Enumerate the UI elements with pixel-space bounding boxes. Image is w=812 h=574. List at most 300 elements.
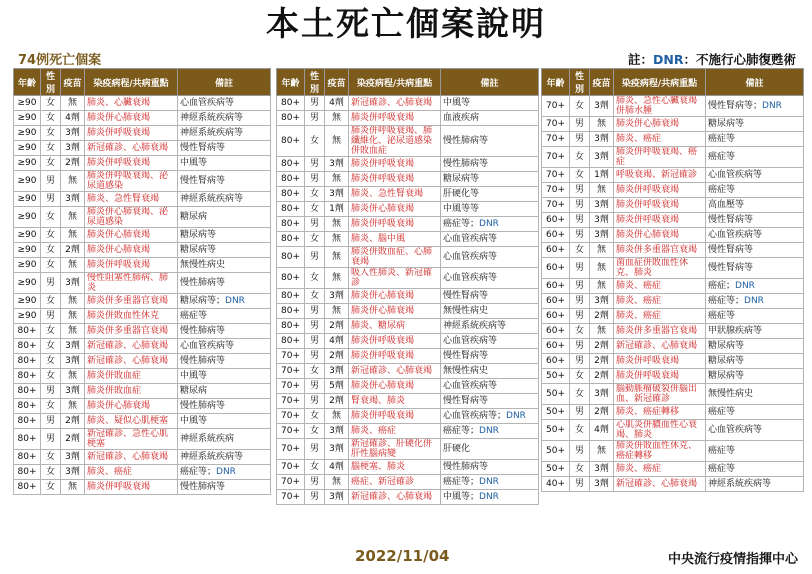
vaccine-cell: 3劑 [61,354,85,369]
table-row [542,309,804,324]
course-cell: 腦動脈瘤破裂併腦出血、新冠確診 [614,384,706,405]
age-cell: 80+ [14,369,41,384]
remarks-text: 血液疾病 [443,113,480,123]
age-cell: ≥90 [14,192,41,207]
remarks-cell [178,369,271,384]
remarks-cell [706,324,804,339]
course-cell: 肺炎、癌症 [614,462,706,477]
report-date: 2022/11/04 [355,547,450,565]
remarks-cell [178,258,271,273]
age-cell: 70+ [542,96,570,117]
remarks-cell [441,202,539,217]
vaccine-cell: 無 [590,117,614,132]
sex-cell: 男 [41,171,61,192]
age-cell: ≥90 [14,273,41,294]
age-cell: 70+ [277,364,305,379]
course-cell: 肺炎併呼吸衰竭 [85,126,178,141]
remarks-text: 高血壓等 [708,200,745,210]
sex-cell: 男 [570,279,590,294]
course-cell: 肺炎併多重器官衰竭 [614,243,706,258]
age-cell: 80+ [277,202,305,217]
remarks-text: 心血管疾病等 [708,230,763,240]
age-cell: ≥90 [14,111,41,126]
table-row [277,126,539,157]
table-row [277,475,539,490]
table-row [277,409,539,424]
vaccine-cell: 4劑 [325,334,349,349]
remarks-text: 心血管疾病等 [443,234,498,244]
remarks-cell [706,441,804,462]
course-cell: 肺炎、疑似心肌梗塞 [85,414,178,429]
remarks-cell [178,480,271,495]
case-count-subtitle: 74例死亡個案 [18,53,102,68]
age-cell: 80+ [277,111,305,126]
sex-cell: 男 [570,354,590,369]
age-cell: 70+ [277,349,305,364]
remarks-text: 神經系統疾病等 [180,128,244,138]
sex-cell: 男 [305,247,325,268]
age-cell: 80+ [277,232,305,247]
header-remarks: 備註 [706,69,804,96]
vaccine-cell: 無 [325,217,349,232]
remarks-text: 慢性肺病等 [180,482,226,492]
remarks-text: 慢性肺病等 [443,136,489,146]
age-cell: 50+ [542,369,570,384]
remarks-cell [178,294,271,309]
header-age: 年齡 [542,69,570,96]
sex-cell: 男 [305,111,325,126]
course-cell: 肺炎併多重器官衰竭 [85,324,178,339]
course-cell: 肺炎、癌症 [614,309,706,324]
remarks-text: 心血管疾病等 [708,170,763,180]
age-cell: 60+ [542,309,570,324]
vaccine-cell: 無 [325,111,349,126]
table-row [277,460,539,475]
header-course: 染疫病程/共病重點 [85,69,178,96]
vaccine-cell: 無 [61,399,85,414]
age-cell: 50+ [542,384,570,405]
table-row [277,490,539,505]
header-age: 年齡 [277,69,305,96]
dnr-tag: DNR [506,411,526,421]
course-cell: 肺炎併呼吸衰竭 [349,334,441,349]
sex-cell: 男 [41,414,61,429]
table-row [277,319,539,334]
vaccine-cell: 無 [325,304,349,319]
table-row [277,247,539,268]
remarks-text: 癌症等； [443,477,480,487]
vaccine-cell: 4劑 [325,460,349,475]
remarks-cell [706,354,804,369]
course-cell: 肺炎併敗血性休克、癌症轉移 [614,441,706,462]
table-row [14,309,271,324]
remarks-cell [178,354,271,369]
table-row [14,399,271,414]
sex-cell: 男 [41,429,61,450]
age-cell: 60+ [542,339,570,354]
sex-cell: 男 [570,258,590,279]
course-cell: 腦梗塞、肺炎 [349,460,441,475]
vaccine-cell: 3劑 [325,157,349,172]
course-cell: 肺炎、急性腎衰竭 [85,192,178,207]
header-course: 染疫病程/共病重點 [349,69,441,96]
remarks-cell [178,96,271,111]
course-cell: 肺炎、腦中風 [349,232,441,247]
vaccine-cell: 2劑 [61,429,85,450]
remarks-cell [178,111,271,126]
remarks-text: 癌症等 [708,185,736,195]
dnr-tag: DNR [225,296,245,306]
age-cell: 70+ [277,394,305,409]
age-cell: 80+ [277,247,305,268]
remarks-text: 神經系統疾病等 [180,452,244,462]
remarks-text: 糖尿病等 [180,245,217,255]
remarks-cell [706,405,804,420]
age-cell: 70+ [542,147,570,168]
sex-cell: 男 [570,117,590,132]
vaccine-cell: 3劑 [61,192,85,207]
table-row [14,294,271,309]
age-cell: 70+ [277,490,305,505]
vaccine-cell: 無 [325,126,349,157]
remarks-text: 心血管疾病等 [443,381,498,391]
age-cell: 80+ [277,289,305,304]
vaccine-cell: 3劑 [61,141,85,156]
sex-cell: 男 [305,490,325,505]
age-cell: 80+ [14,399,41,414]
sex-cell: 女 [41,399,61,414]
sex-cell: 女 [570,369,590,384]
table-row [277,289,539,304]
vaccine-cell: 4劑 [61,111,85,126]
remarks-cell [178,156,271,171]
table-row [14,96,271,111]
age-cell: 80+ [277,319,305,334]
remarks-cell [706,462,804,477]
age-cell: 80+ [277,157,305,172]
course-cell: 肺炎、癌症轉移 [614,405,706,420]
table-row [542,117,804,132]
table-row [277,187,539,202]
sex-cell: 男 [570,183,590,198]
header-sex: 性別 [305,69,325,96]
remarks-text: 神經系統疾病等 [180,113,244,123]
vaccine-cell: 3劑 [61,273,85,294]
remarks-text: 癌症等； [443,219,480,229]
remarks-text: 心血管疾病等 [443,336,498,346]
course-cell: 肺炎併敗血症 [85,369,178,384]
vaccine-cell: 3劑 [590,96,614,117]
table-row [277,157,539,172]
remarks-cell [178,414,271,429]
age-cell: 70+ [542,198,570,213]
vaccine-cell: 無 [325,409,349,424]
remarks-cell [441,394,539,409]
course-cell: 新冠確診、心肺衰竭 [349,490,441,505]
table-row [14,465,271,480]
age-cell: 80+ [14,465,41,480]
sex-cell: 女 [41,228,61,243]
vaccine-cell: 無 [590,279,614,294]
remarks-text: 中風等 [180,416,208,426]
vaccine-cell: 1劑 [325,202,349,217]
vaccine-cell: 3劑 [325,439,349,460]
course-cell: 肺炎併呼吸衰竭 [349,157,441,172]
remarks-text: 慢性腎病等 [443,291,489,301]
table-row [14,429,271,450]
remarks-text: 癌症等 [708,134,736,144]
table-row [277,349,539,364]
table-row [14,354,271,369]
vaccine-cell: 無 [590,324,614,339]
header-sex: 性別 [41,69,61,96]
age-cell: 40+ [542,477,570,492]
vaccine-cell: 2劑 [325,349,349,364]
age-cell: ≥90 [14,171,41,192]
vaccine-cell: 2劑 [590,405,614,420]
vaccine-cell: 無 [590,441,614,462]
sex-cell: 女 [41,465,61,480]
remarks-text: 心血管疾病等 [180,341,235,351]
age-cell: 80+ [14,339,41,354]
vaccine-cell: 2劑 [61,243,85,258]
sex-cell: 女 [305,202,325,217]
remarks-cell [178,309,271,324]
age-cell: 70+ [542,117,570,132]
table-row [542,183,804,198]
remarks-cell [441,439,539,460]
table-row [542,477,804,492]
vaccine-cell: 3劑 [590,228,614,243]
remarks-cell [706,294,804,309]
course-cell: 肺炎併多重器官衰竭 [614,324,706,339]
sex-cell: 女 [41,339,61,354]
table-row [277,394,539,409]
course-cell: 心肌炎併膿血性心衰竭、肺炎 [614,420,706,441]
age-cell: 80+ [277,304,305,319]
table-row [277,96,539,111]
sex-cell: 男 [41,192,61,207]
age-cell: 70+ [277,379,305,394]
sex-cell: 男 [305,394,325,409]
remarks-cell [441,379,539,394]
table-row [14,192,271,207]
remarks-text: 癌症等 [708,311,736,321]
age-cell: 80+ [14,354,41,369]
vaccine-cell: 3劑 [61,384,85,399]
page-title: 本土死亡個案說明 [266,4,546,43]
sex-cell: 女 [305,232,325,247]
age-cell: 60+ [542,294,570,309]
table-row [14,243,271,258]
table-row [14,414,271,429]
sex-cell: 女 [570,384,590,405]
course-cell: 肺炎併心肺衰竭 [85,111,178,126]
course-cell: 肺炎併心肺衰竭 [349,289,441,304]
sex-cell: 男 [305,96,325,111]
table-row [542,405,804,420]
table-row [277,304,539,319]
vaccine-cell: 3劑 [590,147,614,168]
table-row [542,339,804,354]
vaccine-cell: 無 [61,369,85,384]
remarks-cell [441,96,539,111]
age-cell: 50+ [542,441,570,462]
remarks-text: 中風等 [180,158,208,168]
sex-cell: 男 [41,273,61,294]
header-vaccine: 疫苗 [590,69,614,96]
vaccine-cell: 無 [325,172,349,187]
course-cell: 肺炎併心肺衰竭、泌尿道感染 [85,207,178,228]
note-dnr: DNR [653,52,684,67]
table-row [14,126,271,141]
vaccine-cell: 無 [325,232,349,247]
age-cell: 70+ [277,475,305,490]
course-cell: 肺炎併心肺衰竭 [85,243,178,258]
table-row [14,156,271,171]
course-cell: 肺炎併心肺衰竭 [349,304,441,319]
remarks-cell [178,450,271,465]
table-row [542,198,804,213]
dnr-tag: DNR [479,492,499,502]
vaccine-cell: 無 [61,324,85,339]
course-cell: 新冠確診、肝硬化併肝性腦病變 [349,439,441,460]
remarks-cell [178,243,271,258]
table-row [14,228,271,243]
vaccine-cell: 無 [590,243,614,258]
course-cell: 肺炎、急性腎衰竭 [349,187,441,202]
vaccine-cell: 3劑 [590,213,614,228]
remarks-cell [441,157,539,172]
course-cell: 肺炎併呼吸衰竭 [614,198,706,213]
sex-cell: 女 [41,156,61,171]
remarks-text: 無慢性病史 [443,366,489,376]
course-cell: 肺炎併呼吸衰竭 [614,354,706,369]
remarks-cell [178,399,271,414]
course-cell: 慢性阻塞性肺病、肺炎 [85,273,178,294]
vaccine-cell: 無 [325,475,349,490]
table-row [542,294,804,309]
course-cell: 肺炎併敗血性休克 [85,309,178,324]
table-row [542,132,804,147]
age-cell: ≥90 [14,258,41,273]
course-cell: 肺炎併心肺衰竭 [614,228,706,243]
course-cell: 肺炎併呼吸衰竭 [85,480,178,495]
remarks-text: 糖尿病等 [708,356,745,366]
sex-cell: 女 [305,126,325,157]
sex-cell: 女 [570,96,590,117]
table-row [14,171,271,192]
vaccine-cell: 2劑 [590,369,614,384]
vaccine-cell: 無 [61,171,85,192]
age-cell: 80+ [277,334,305,349]
sex-cell: 女 [41,243,61,258]
sex-cell: 男 [305,379,325,394]
header-remarks: 備註 [178,69,271,96]
sex-cell: 女 [41,258,61,273]
remarks-cell [441,172,539,187]
remarks-cell [441,126,539,157]
table-row [542,420,804,441]
remarks-cell [178,126,271,141]
sex-cell: 男 [305,157,325,172]
vaccine-cell: 無 [61,207,85,228]
vaccine-cell: 3劑 [61,126,85,141]
age-cell: 80+ [14,429,41,450]
age-cell: 70+ [542,183,570,198]
remarks-cell [178,324,271,339]
remarks-text: 糖尿病等 [180,230,217,240]
age-cell: 80+ [14,450,41,465]
remarks-cell [178,339,271,354]
age-cell: 80+ [277,187,305,202]
remarks-cell [441,289,539,304]
table-row [14,480,271,495]
table-row [277,202,539,217]
remarks-cell [706,228,804,243]
age-cell: 80+ [14,414,41,429]
remarks-cell [706,369,804,384]
remarks-text: 無慢性病史 [708,389,754,399]
header-remarks: 備註 [441,69,539,96]
header-vaccine: 疫苗 [61,69,85,96]
remarks-text: 神經系統疾病等 [708,479,772,489]
remarks-cell [441,319,539,334]
remarks-cell [178,384,271,399]
course-cell: 呼吸衰竭、新冠確診 [614,168,706,183]
age-cell: 50+ [542,405,570,420]
dnr-tag: DNR [479,477,499,487]
remarks-cell [441,111,539,126]
sex-cell: 男 [570,294,590,309]
course-cell: 肺炎、癌症 [614,294,706,309]
remarks-cell [441,475,539,490]
remarks-text: 慢性腎病等 [708,215,754,225]
remarks-text: 糖尿病等 [708,371,745,381]
remarks-cell [441,460,539,475]
age-cell: 70+ [542,168,570,183]
table-row [277,217,539,232]
vaccine-cell: 3劑 [61,450,85,465]
vaccine-cell: 無 [325,268,349,289]
table-row [542,324,804,339]
sex-cell: 男 [570,441,590,462]
remarks-text: 癌症等 [180,311,208,321]
remarks-text: 中風等等 [443,204,480,214]
course-cell: 肺炎併呼吸衰竭 [614,369,706,384]
vaccine-cell: 無 [61,309,85,324]
vaccine-cell: 2劑 [590,309,614,324]
course-cell: 新冠確診、心肺衰竭 [349,364,441,379]
course-cell: 肺炎、癌症 [85,465,178,480]
age-cell: 60+ [542,279,570,294]
age-cell: 60+ [542,213,570,228]
sex-cell: 男 [305,334,325,349]
sex-cell: 女 [41,294,61,309]
remarks-text: 心血管疾病等； [443,411,507,421]
sex-cell: 女 [305,409,325,424]
case-table-1 [13,68,271,495]
remarks-text: 糖尿病等； [180,296,226,306]
age-cell: 80+ [14,324,41,339]
vaccine-cell: 無 [61,294,85,309]
course-cell: 肺炎併呼吸衰竭 [85,258,178,273]
vaccine-cell: 3劑 [325,364,349,379]
remarks-cell [706,117,804,132]
remarks-text: 慢性腎病等 [180,143,226,153]
remarks-cell [441,187,539,202]
course-cell: 肺炎併呼吸衰竭 [614,213,706,228]
